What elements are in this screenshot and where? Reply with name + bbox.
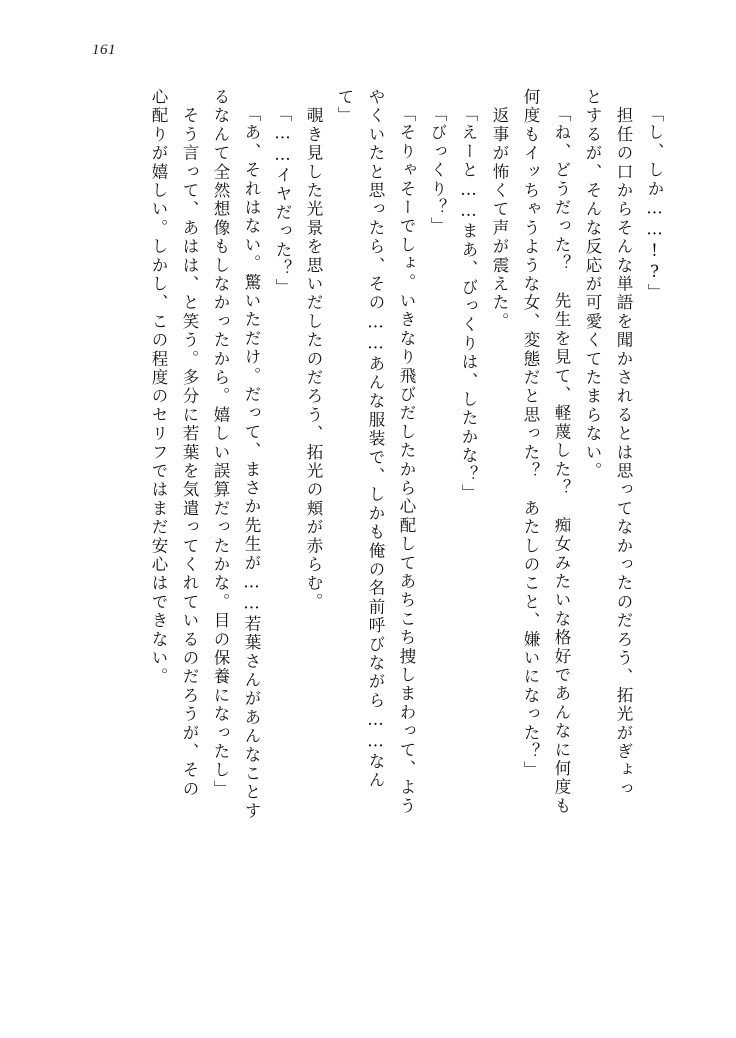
- text-line: 「ね、どうだった？ 先生を見て、軽蔑した？ 痴女みたいな格好であんなに何度も: [552, 105, 571, 816]
- text-line: やくいたと思ったら、その……あんな服装で、しかも俺の名前呼びながら……なん: [366, 88, 385, 790]
- text-line: 「そりゃそーでしょ。いきなり飛びだしたから心配してあちこち捜しまわって、よう: [397, 105, 416, 816]
- page-number: 161: [92, 42, 116, 58]
- text-line: 担任の口からそんな単語を聞かされるとは思ってなかったのだろう、拓光がぎょっ: [614, 88, 633, 799]
- text-line: 「あ、それはない。驚いただけ。だって、まさか先生が……若葉さんがあんなことす: [242, 105, 261, 821]
- text-line: 「し、しか……!?」: [645, 105, 664, 302]
- text-line: 覗き見した光景を思いだしたのだろう、拓光の頬が赤らむ。: [304, 88, 323, 612]
- text-line: 何度もイッちゃうような女、変態だと思った？ あたしのこと、嫌いになった？」: [521, 88, 540, 780]
- text-line: 「びっくり？」: [428, 105, 447, 236]
- text-line: るなんて全然想像もしなかったから。嬉しい誤算だったかな。目の保養になったし」: [211, 88, 230, 799]
- text-line: 「えーと……まあ、びっくりは、したかな？」: [459, 105, 478, 503]
- text-line: 返事が怖くて声が震えた。: [490, 88, 509, 332]
- text-line: そう言って、あはは、と笑う。多分に若葉を気遣ってくれているのだろうが、その: [180, 88, 199, 799]
- vertical-text-body: [62, 88, 662, 986]
- text-line: 心配りが嬉しい。しかし、この程度のセリフではまだ安心はできない。: [149, 88, 168, 687]
- text-line: 「……イヤだった？」: [273, 105, 292, 297]
- text-line: とするが、そんな反応が可愛くてたまらない。: [583, 88, 602, 481]
- text-line: て」: [335, 88, 354, 126]
